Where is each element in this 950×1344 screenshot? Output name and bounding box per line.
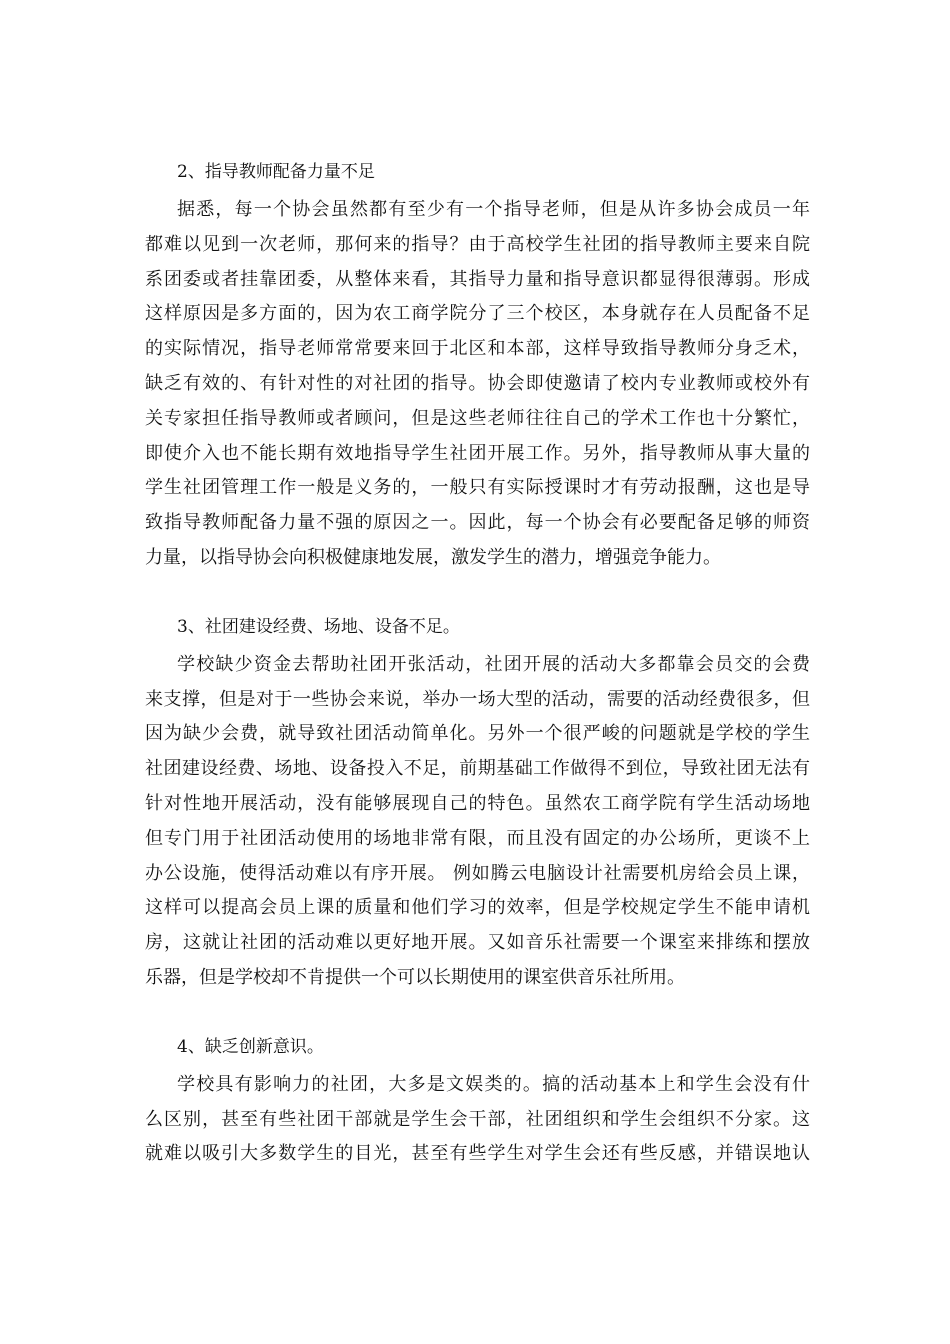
paragraph-line: 的实际情况，指导老师常常要来回于北区和本部，这样导致指导教师分身乏术， — [145, 338, 810, 360]
section-heading: 3、社团建设经费、场地、设备不足。 — [177, 616, 460, 637]
paragraph-line: 但专门用于社团活动使用的场地非常有限，而且没有固定的办公场所，更谈不上 — [145, 827, 810, 849]
paragraph-line: 关专家担任指导教师或者顾问，但是这些老师往往自己的学术工作也十分繁忙， — [145, 407, 810, 429]
section-funding-venue-equipment — [145, 610, 810, 996]
paragraph-line: 么区别，甚至有些社团干部就是学生会干部，社团组织和学生会组织不分家。这 — [145, 1108, 810, 1130]
paragraph-line: 据悉，每一个协会虽然都有至少有一个指导老师，但是从许多协会成员一年 — [177, 199, 810, 220]
paragraph-line: 学校具有影响力的社团，大多是文娱类的。搞的活动基本上和学生会没有什 — [177, 1073, 810, 1095]
paragraph-line: 学生社团管理工作一般是义务的，一般只有实际授课时才有劳动报酬，这也是导 — [145, 477, 810, 499]
paragraph-line: 就难以吸引大多数学生的目光，甚至有些学生对学生会还有些反感，并错误地认 — [145, 1143, 810, 1165]
paragraph-line: 致指导教师配备力量不强的原因之一。因此，每一个协会有必要配备足够的师资 — [145, 512, 810, 534]
section-heading: 4、缺乏创新意识。 — [177, 1036, 324, 1057]
paragraph-line: 力量，以指导协会向积极健康地发展，激发学生的潜力，增强竞争能力。 — [145, 546, 721, 568]
paragraph-line: 缺乏有效的、有针对性的对社团的指导。协会即使邀请了校内专业教师或校外有 — [145, 372, 810, 394]
body-paragraph — [145, 648, 810, 996]
paragraph-line: 因为缺少会费，就导致社团活动简单化。另外一个很严峻的问题就是学校的学生 — [145, 723, 810, 745]
section-teacher-shortage — [145, 155, 810, 576]
paragraph-line: 来支撑，但是对于一些协会来说，举办一场大型的活动，需要的活动经费很多，但 — [145, 688, 810, 710]
section-heading: 2、指导教师配备力量不足 — [177, 162, 375, 182]
paragraph-line: 这样可以提高会员上课的质量和他们学习的效率，但是学校规定学生不能申请机 — [145, 897, 810, 919]
paragraph-line: 学校缺少资金去帮助社团开张活动，社团开展的活动大多都靠会员交的会费 — [177, 653, 810, 675]
paragraph-line: 都难以见到一次老师，那何来的指导？由于高校学生社团的指导教师主要来自院 — [145, 233, 810, 255]
body-paragraph — [145, 193, 810, 576]
body-paragraph — [145, 1068, 810, 1172]
section-lack-of-innovation — [145, 1030, 810, 1172]
paragraph-line: 乐器，但是学校却不肯提供一个可以长期使用的课室供音乐社所用。 — [145, 966, 685, 988]
paragraph-line: 社团建设经费、场地、设备投入不足，前期基础工作做得不到位，导致社团无法有 — [145, 758, 810, 780]
document-page — [145, 155, 810, 1206]
paragraph-line: 系团委或者挂靠团委，从整体来看，其指导力量和指导意识都显得很薄弱。形成 — [145, 268, 810, 290]
paragraph-line: 办公设施，使得活动难以有序开展。 例如腾云电脑设计社需要机房给会员上课， — [145, 862, 810, 884]
paragraph-line: 房，这就让社团的活动难以更好地开展。又如音乐社需要一个课室来排练和摆放 — [145, 932, 810, 954]
paragraph-line: 即使介入也不能长期有效地指导学生社团开展工作。另外，指导教师从事大量的 — [145, 442, 810, 464]
paragraph-line: 这样原因是多方面的，因为农工商学院分了三个校区，本身就存在人员配备不足 — [145, 303, 810, 325]
paragraph-line: 针对性地开展活动，没有能够展现自己的特色。虽然农工商学院有学生活动场地 — [145, 792, 810, 814]
